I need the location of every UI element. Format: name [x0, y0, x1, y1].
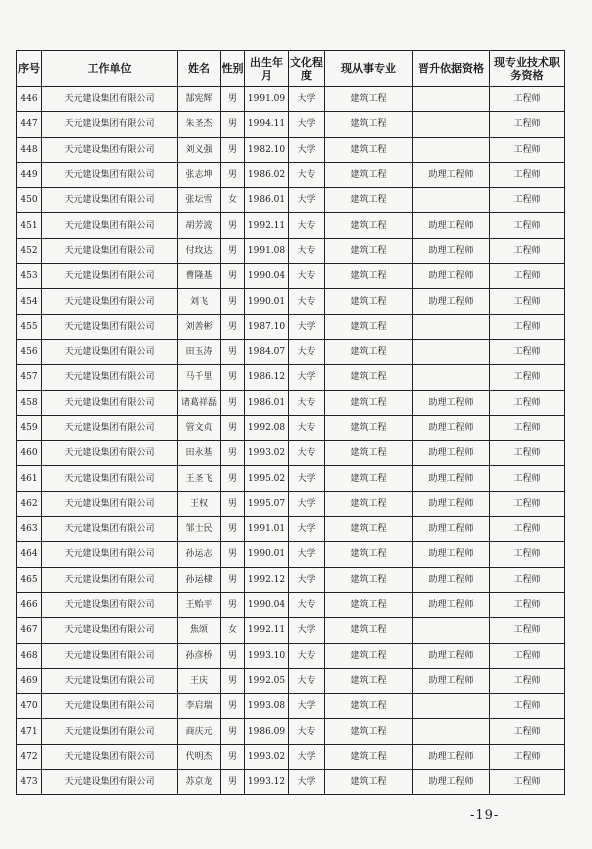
- cell-name: 王圣飞: [178, 466, 221, 491]
- table-row: [17, 415, 565, 440]
- cell-major: 建筑工程: [325, 567, 413, 592]
- cell-unit: 天元建设集团有限公司: [42, 87, 178, 112]
- header-major: 现从事专业: [325, 51, 413, 87]
- cell-gender: 男: [221, 592, 245, 617]
- cell-gender: 男: [221, 466, 245, 491]
- cell-gender: 男: [221, 339, 245, 364]
- cell-unit: 天元建设集团有限公司: [42, 694, 178, 719]
- cell-unit: 天元建设集团有限公司: [42, 390, 178, 415]
- cell-seq: 467: [17, 618, 42, 643]
- table-row: [17, 466, 565, 491]
- cell-gender: 男: [221, 365, 245, 390]
- cell-unit: 天元建设集团有限公司: [42, 365, 178, 390]
- cell-title: 工程师: [490, 264, 565, 289]
- cell-major: 建筑工程: [325, 592, 413, 617]
- cell-birth: 1992.11: [245, 618, 289, 643]
- cell-basis: [413, 339, 490, 364]
- cell-title: 工程师: [490, 314, 565, 339]
- cell-name: 张志坤: [178, 162, 221, 187]
- cell-title: 工程师: [490, 567, 565, 592]
- table-body: [17, 87, 565, 795]
- cell-unit: 天元建设集团有限公司: [42, 770, 178, 795]
- cell-gender: 男: [221, 542, 245, 567]
- table-row: [17, 668, 565, 693]
- cell-title: 工程师: [490, 491, 565, 516]
- cell-name: 邹士民: [178, 517, 221, 542]
- cell-name: 管文贞: [178, 415, 221, 440]
- cell-unit: 天元建设集团有限公司: [42, 517, 178, 542]
- cell-basis: [413, 87, 490, 112]
- cell-education: 大学: [289, 188, 325, 213]
- cell-basis: 助理工程师: [413, 466, 490, 491]
- table-row: [17, 694, 565, 719]
- cell-unit: 天元建设集团有限公司: [42, 441, 178, 466]
- cell-gender: 男: [221, 415, 245, 440]
- cell-major: 建筑工程: [325, 238, 413, 263]
- table-row: [17, 618, 565, 643]
- cell-name: 刘飞: [178, 289, 221, 314]
- cell-birth: 1986.01: [245, 390, 289, 415]
- cell-birth: 1991.09: [245, 87, 289, 112]
- cell-title: 工程师: [490, 542, 565, 567]
- cell-title: 工程师: [490, 694, 565, 719]
- cell-seq: 463: [17, 517, 42, 542]
- cell-unit: 天元建设集团有限公司: [42, 542, 178, 567]
- cell-birth: 1990.01: [245, 542, 289, 567]
- cell-major: 建筑工程: [325, 618, 413, 643]
- cell-birth: 1982.10: [245, 137, 289, 162]
- cell-seq: 469: [17, 668, 42, 693]
- cell-education: 大专: [289, 643, 325, 668]
- table-row: [17, 592, 565, 617]
- cell-unit: 天元建设集团有限公司: [42, 618, 178, 643]
- cell-title: 工程师: [490, 188, 565, 213]
- table-row: [17, 643, 565, 668]
- cell-birth: 1986.12: [245, 365, 289, 390]
- cell-basis: 助理工程师: [413, 491, 490, 516]
- cell-major: 建筑工程: [325, 770, 413, 795]
- table-row: [17, 238, 565, 263]
- cell-gender: 男: [221, 137, 245, 162]
- cell-name: 王庆: [178, 668, 221, 693]
- cell-title: 工程师: [490, 441, 565, 466]
- cell-title: 工程师: [490, 162, 565, 187]
- cell-birth: 1990.04: [245, 592, 289, 617]
- cell-title: 工程师: [490, 643, 565, 668]
- cell-basis: 助理工程师: [413, 770, 490, 795]
- cell-name: 王贻平: [178, 592, 221, 617]
- table-row: [17, 339, 565, 364]
- cell-name: 胡芳波: [178, 213, 221, 238]
- cell-gender: 男: [221, 289, 245, 314]
- cell-seq: 470: [17, 694, 42, 719]
- cell-birth: 1991.08: [245, 238, 289, 263]
- cell-birth: 1994.11: [245, 112, 289, 137]
- cell-major: 建筑工程: [325, 643, 413, 668]
- cell-education: 大专: [289, 668, 325, 693]
- header-title: 现专业技术职务资格: [490, 51, 565, 87]
- cell-basis: [413, 137, 490, 162]
- cell-birth: 1990.04: [245, 264, 289, 289]
- table-row: [17, 162, 565, 187]
- cell-education: 大学: [289, 567, 325, 592]
- cell-seq: 448: [17, 137, 42, 162]
- cell-major: 建筑工程: [325, 744, 413, 769]
- cell-name: 诸葛祥磊: [178, 390, 221, 415]
- cell-gender: 女: [221, 188, 245, 213]
- cell-unit: 天元建设集团有限公司: [42, 289, 178, 314]
- cell-title: 工程师: [490, 744, 565, 769]
- cell-seq: 449: [17, 162, 42, 187]
- cell-unit: 天元建设集团有限公司: [42, 264, 178, 289]
- cell-birth: 1993.02: [245, 744, 289, 769]
- cell-major: 建筑工程: [325, 188, 413, 213]
- table-row: [17, 770, 565, 795]
- cell-birth: 1991.01: [245, 517, 289, 542]
- cell-basis: 助理工程师: [413, 162, 490, 187]
- cell-unit: 天元建设集团有限公司: [42, 719, 178, 744]
- cell-education: 大专: [289, 238, 325, 263]
- cell-education: 大专: [289, 441, 325, 466]
- cell-name: 郜宪辉: [178, 87, 221, 112]
- cell-unit: 天元建设集团有限公司: [42, 339, 178, 364]
- cell-gender: 男: [221, 112, 245, 137]
- cell-seq: 451: [17, 213, 42, 238]
- cell-gender: 男: [221, 264, 245, 289]
- personnel-table: [16, 50, 565, 795]
- cell-basis: [413, 314, 490, 339]
- cell-seq: 458: [17, 390, 42, 415]
- cell-birth: 1986.01: [245, 188, 289, 213]
- cell-name: 刘善彬: [178, 314, 221, 339]
- cell-basis: [413, 188, 490, 213]
- table-row: [17, 87, 565, 112]
- table-row: [17, 719, 565, 744]
- cell-title: 工程师: [490, 592, 565, 617]
- cell-seq: 456: [17, 339, 42, 364]
- cell-seq: 462: [17, 491, 42, 516]
- cell-education: 大专: [289, 289, 325, 314]
- cell-title: 工程师: [490, 770, 565, 795]
- cell-unit: 天元建设集团有限公司: [42, 643, 178, 668]
- cell-education: 大学: [289, 744, 325, 769]
- cell-birth: 1995.02: [245, 466, 289, 491]
- cell-basis: 助理工程师: [413, 643, 490, 668]
- cell-birth: 1993.12: [245, 770, 289, 795]
- cell-gender: 男: [221, 770, 245, 795]
- cell-birth: 1993.10: [245, 643, 289, 668]
- cell-gender: 男: [221, 567, 245, 592]
- table-row: [17, 390, 565, 415]
- cell-basis: [413, 618, 490, 643]
- cell-education: 大学: [289, 491, 325, 516]
- cell-major: 建筑工程: [325, 491, 413, 516]
- cell-seq: 464: [17, 542, 42, 567]
- cell-gender: 男: [221, 694, 245, 719]
- table-row: [17, 491, 565, 516]
- cell-gender: 男: [221, 441, 245, 466]
- cell-title: 工程师: [490, 87, 565, 112]
- cell-title: 工程师: [490, 517, 565, 542]
- cell-basis: 助理工程师: [413, 289, 490, 314]
- cell-major: 建筑工程: [325, 264, 413, 289]
- cell-birth: 1992.12: [245, 567, 289, 592]
- header-education: 文化程度: [289, 51, 325, 87]
- cell-name: 孙运棣: [178, 567, 221, 592]
- cell-birth: 1995.07: [245, 491, 289, 516]
- header-birth: 出生年月: [245, 51, 289, 87]
- cell-gender: 男: [221, 390, 245, 415]
- cell-seq: 455: [17, 314, 42, 339]
- cell-unit: 天元建设集团有限公司: [42, 491, 178, 516]
- table-row: [17, 112, 565, 137]
- cell-gender: 男: [221, 643, 245, 668]
- cell-basis: 助理工程师: [413, 213, 490, 238]
- cell-name: 孙运志: [178, 542, 221, 567]
- table-row: [17, 264, 565, 289]
- cell-gender: 男: [221, 87, 245, 112]
- cell-basis: 助理工程师: [413, 441, 490, 466]
- cell-education: 大学: [289, 542, 325, 567]
- page-number: -19-: [470, 808, 500, 823]
- header-unit: 工作单位: [42, 51, 178, 87]
- cell-unit: 天元建设集团有限公司: [42, 744, 178, 769]
- cell-seq: 460: [17, 441, 42, 466]
- cell-major: 建筑工程: [325, 365, 413, 390]
- cell-basis: 助理工程师: [413, 415, 490, 440]
- cell-unit: 天元建设集团有限公司: [42, 314, 178, 339]
- cell-title: 工程师: [490, 618, 565, 643]
- cell-title: 工程师: [490, 213, 565, 238]
- cell-title: 工程师: [490, 466, 565, 491]
- cell-seq: 447: [17, 112, 42, 137]
- cell-name: 田玉涛: [178, 339, 221, 364]
- cell-major: 建筑工程: [325, 390, 413, 415]
- cell-name: 朱圣杰: [178, 112, 221, 137]
- cell-name: 马千里: [178, 365, 221, 390]
- cell-birth: 1992.08: [245, 415, 289, 440]
- cell-major: 建筑工程: [325, 112, 413, 137]
- cell-basis: 助理工程师: [413, 238, 490, 263]
- cell-name: 苏京龙: [178, 770, 221, 795]
- cell-name: 刘义强: [178, 137, 221, 162]
- cell-basis: [413, 112, 490, 137]
- cell-birth: 1987.10: [245, 314, 289, 339]
- table-row: [17, 567, 565, 592]
- cell-basis: 助理工程师: [413, 592, 490, 617]
- cell-education: 大学: [289, 112, 325, 137]
- cell-education: 大学: [289, 314, 325, 339]
- cell-name: 李启瑞: [178, 694, 221, 719]
- cell-title: 工程师: [490, 415, 565, 440]
- cell-major: 建筑工程: [325, 694, 413, 719]
- cell-title: 工程师: [490, 390, 565, 415]
- cell-birth: 1993.08: [245, 694, 289, 719]
- header-seq: 序号: [17, 51, 42, 87]
- cell-unit: 天元建设集团有限公司: [42, 188, 178, 213]
- cell-basis: [413, 719, 490, 744]
- table-header-row: [17, 51, 565, 87]
- cell-education: 大学: [289, 770, 325, 795]
- cell-basis: 助理工程师: [413, 744, 490, 769]
- cell-gender: 男: [221, 668, 245, 693]
- cell-seq: 471: [17, 719, 42, 744]
- cell-birth: 1986.02: [245, 162, 289, 187]
- cell-birth: 1992.11: [245, 213, 289, 238]
- table-row: [17, 137, 565, 162]
- cell-title: 工程师: [490, 365, 565, 390]
- cell-education: 大专: [289, 719, 325, 744]
- cell-education: 大专: [289, 162, 325, 187]
- cell-unit: 天元建设集团有限公司: [42, 112, 178, 137]
- cell-unit: 天元建设集团有限公司: [42, 213, 178, 238]
- table-row: [17, 365, 565, 390]
- cell-gender: 男: [221, 719, 245, 744]
- cell-education: 大专: [289, 264, 325, 289]
- cell-major: 建筑工程: [325, 415, 413, 440]
- cell-major: 建筑工程: [325, 339, 413, 364]
- cell-major: 建筑工程: [325, 87, 413, 112]
- cell-major: 建筑工程: [325, 137, 413, 162]
- cell-title: 工程师: [490, 668, 565, 693]
- table-row: [17, 517, 565, 542]
- cell-seq: 454: [17, 289, 42, 314]
- cell-unit: 天元建设集团有限公司: [42, 238, 178, 263]
- cell-education: 大学: [289, 137, 325, 162]
- cell-unit: 天元建设集团有限公司: [42, 466, 178, 491]
- cell-seq: 461: [17, 466, 42, 491]
- cell-basis: [413, 365, 490, 390]
- cell-education: 大专: [289, 339, 325, 364]
- cell-name: 商庆元: [178, 719, 221, 744]
- cell-title: 工程师: [490, 289, 565, 314]
- cell-seq: 453: [17, 264, 42, 289]
- cell-seq: 472: [17, 744, 42, 769]
- cell-title: 工程师: [490, 719, 565, 744]
- cell-major: 建筑工程: [325, 719, 413, 744]
- cell-name: 代明杰: [178, 744, 221, 769]
- cell-gender: 男: [221, 491, 245, 516]
- cell-seq: 465: [17, 567, 42, 592]
- cell-basis: 助理工程师: [413, 390, 490, 415]
- cell-seq: 452: [17, 238, 42, 263]
- cell-seq: 466: [17, 592, 42, 617]
- cell-education: 大专: [289, 213, 325, 238]
- cell-birth: 1993.02: [245, 441, 289, 466]
- cell-major: 建筑工程: [325, 517, 413, 542]
- cell-title: 工程师: [490, 112, 565, 137]
- cell-seq: 473: [17, 770, 42, 795]
- cell-seq: 457: [17, 365, 42, 390]
- cell-seq: 459: [17, 415, 42, 440]
- cell-unit: 天元建设集团有限公司: [42, 137, 178, 162]
- cell-basis: 助理工程师: [413, 668, 490, 693]
- table-row: [17, 213, 565, 238]
- cell-name: 张坛雪: [178, 188, 221, 213]
- cell-major: 建筑工程: [325, 289, 413, 314]
- cell-name: 孙彦桥: [178, 643, 221, 668]
- cell-education: 大学: [289, 618, 325, 643]
- cell-major: 建筑工程: [325, 542, 413, 567]
- table-row: [17, 744, 565, 769]
- cell-birth: 1986.09: [245, 719, 289, 744]
- cell-seq: 468: [17, 643, 42, 668]
- cell-education: 大学: [289, 694, 325, 719]
- table-row: [17, 542, 565, 567]
- cell-education: 大学: [289, 517, 325, 542]
- cell-birth: 1990.01: [245, 289, 289, 314]
- cell-major: 建筑工程: [325, 213, 413, 238]
- table-row: [17, 289, 565, 314]
- header-name: 姓名: [178, 51, 221, 87]
- table-row: [17, 314, 565, 339]
- cell-major: 建筑工程: [325, 314, 413, 339]
- cell-name: 焦颂: [178, 618, 221, 643]
- cell-major: 建筑工程: [325, 668, 413, 693]
- cell-education: 大学: [289, 466, 325, 491]
- cell-education: 大专: [289, 390, 325, 415]
- cell-seq: 450: [17, 188, 42, 213]
- cell-name: 王权: [178, 491, 221, 516]
- cell-unit: 天元建设集团有限公司: [42, 162, 178, 187]
- cell-gender: 男: [221, 744, 245, 769]
- cell-major: 建筑工程: [325, 441, 413, 466]
- header-gender: 性别: [221, 51, 245, 87]
- cell-seq: 446: [17, 87, 42, 112]
- cell-basis: 助理工程师: [413, 567, 490, 592]
- cell-basis: [413, 694, 490, 719]
- cell-title: 工程师: [490, 238, 565, 263]
- cell-gender: 男: [221, 213, 245, 238]
- cell-name: 付玫达: [178, 238, 221, 263]
- cell-title: 工程师: [490, 339, 565, 364]
- cell-education: 大专: [289, 415, 325, 440]
- cell-gender: 男: [221, 517, 245, 542]
- cell-unit: 天元建设集团有限公司: [42, 592, 178, 617]
- cell-basis: 助理工程师: [413, 517, 490, 542]
- cell-unit: 天元建设集团有限公司: [42, 668, 178, 693]
- header-basis: 晋升依据资格: [413, 51, 490, 87]
- cell-basis: 助理工程师: [413, 264, 490, 289]
- cell-major: 建筑工程: [325, 162, 413, 187]
- table-row: [17, 188, 565, 213]
- cell-basis: 助理工程师: [413, 542, 490, 567]
- cell-unit: 天元建设集团有限公司: [42, 567, 178, 592]
- cell-birth: 1992.05: [245, 668, 289, 693]
- cell-name: 曹隆基: [178, 264, 221, 289]
- cell-name: 田永基: [178, 441, 221, 466]
- cell-major: 建筑工程: [325, 466, 413, 491]
- cell-gender: 男: [221, 162, 245, 187]
- cell-title: 工程师: [490, 137, 565, 162]
- cell-education: 大学: [289, 365, 325, 390]
- cell-education: 大学: [289, 87, 325, 112]
- table-row: [17, 441, 565, 466]
- cell-unit: 天元建设集团有限公司: [42, 415, 178, 440]
- cell-education: 大专: [289, 592, 325, 617]
- cell-birth: 1984.07: [245, 339, 289, 364]
- cell-gender: 男: [221, 314, 245, 339]
- cell-gender: 女: [221, 618, 245, 643]
- cell-gender: 男: [221, 238, 245, 263]
